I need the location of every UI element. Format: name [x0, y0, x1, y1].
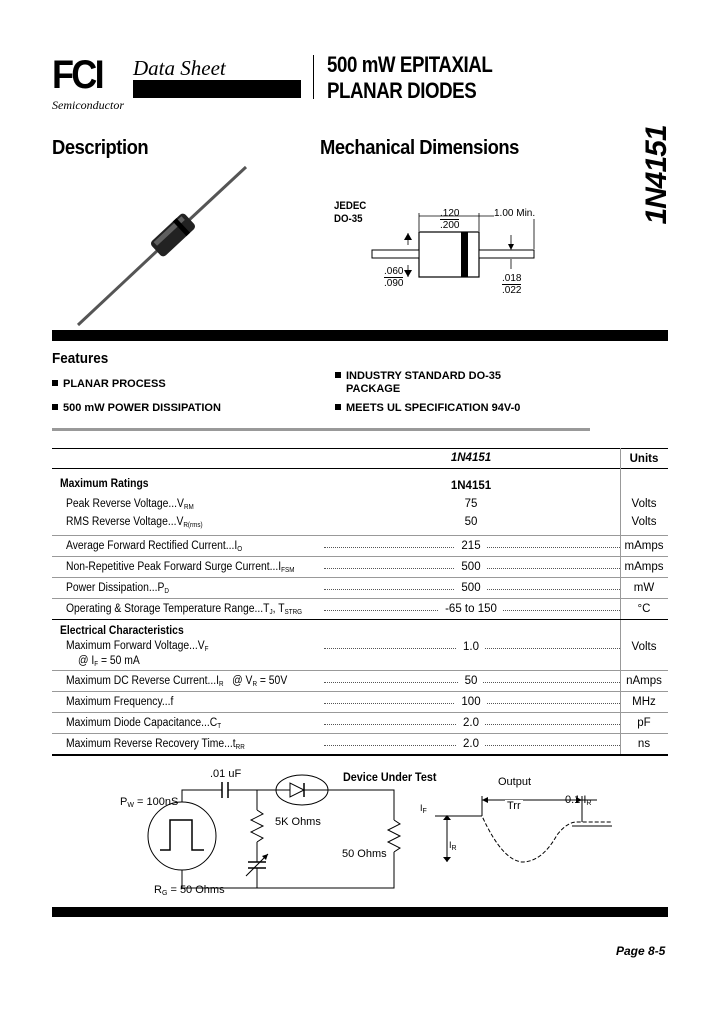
table-row-value: 50	[464, 516, 478, 528]
section-bar-1	[52, 330, 668, 341]
table-row: Maximum DC Reverse $Current...I_R$ @ $V_R = 50V$ 50 nAmps	[52, 672, 668, 692]
lead-right	[479, 250, 534, 258]
mechanical-heading: Mechanical Dimensions	[320, 137, 519, 159]
lead-lower	[78, 250, 158, 325]
header-units: Units	[629, 453, 659, 465]
table-row: Operating & Storage Temperature $Range...T_J$, $T_{STRG}$ -65 to 150 °C	[52, 600, 668, 620]
logo-subtitle: Semiconductor	[52, 98, 124, 112]
header-divider	[313, 55, 314, 99]
part-number-vertical: 1N4151	[640, 125, 673, 225]
feature-item: 500 mW POWER DISSIPATION	[52, 402, 221, 415]
table-row-label: RMS Reverse $Voltage...V_{R(rms)}$	[66, 516, 203, 529]
package-band	[461, 232, 468, 277]
resistor-5k	[251, 810, 263, 842]
table-row: Maximum Frequency...f 100 MHz	[52, 693, 668, 713]
package-body	[419, 232, 479, 277]
lead-upper	[188, 167, 246, 221]
ir-fraction-label: 0.1 $I_R$	[565, 794, 592, 807]
description-heading: Description	[52, 137, 149, 159]
dim-body-diameter: .060 .090	[384, 266, 404, 289]
product-title: 500 mW EPITAXIAL PLANAR DIODES	[327, 52, 493, 103]
output-label: Output	[498, 776, 532, 788]
feature-item: MEETS UL SPECIFICATION 94V-0	[335, 402, 520, 415]
page-number: Page 8-5	[616, 944, 666, 958]
max-ratings-title: Maximum Ratings	[60, 478, 149, 490]
header-bar	[133, 80, 301, 98]
cap-label: .01 uF	[210, 768, 242, 780]
max-ratings-part: 1N4151	[450, 480, 492, 492]
pulse-width-label: $P_W = 100nS$	[120, 796, 179, 809]
r5k-label: 5K Ohms	[275, 816, 321, 828]
table-row: Maximum Diode $Capacitance...C_T$ 2.0 pF	[52, 714, 668, 734]
table-row-value: 75	[464, 498, 478, 510]
ir-label: $I_R$	[449, 840, 457, 852]
features-heading: Features	[52, 350, 109, 367]
elec-title: Electrical Characteristics	[60, 625, 184, 637]
output-waveform	[472, 816, 612, 862]
table-row-unit: Volts	[631, 516, 657, 528]
dim-lead-diameter: .018 .022	[502, 273, 522, 296]
features-divider	[52, 428, 590, 431]
table-row: Power $Dissipation...P_D$ 500 mW	[52, 579, 668, 599]
max-ratings-block	[52, 470, 668, 536]
pulse-generator	[148, 802, 216, 870]
dim-body-length: .120 .200	[440, 208, 460, 231]
table-row-label: Peak Reverse $Voltage...V_{RM}$	[66, 498, 194, 511]
table-row: Maximum Reverse Recovery $Time...t_{RR}$ 2.0 ns	[52, 735, 668, 756]
table-row: Non-Repetitive Peak Forward Surge $Current...I_{FSM}$ 500 mAmps	[52, 558, 668, 578]
table-row-unit: Volts	[631, 498, 657, 510]
rg-label: $R_G = 50$ Ohms	[154, 884, 225, 897]
if-label: $I_F$	[420, 803, 427, 815]
company-logo: FCI	[52, 53, 102, 97]
package-label: JEDEC DO-35	[334, 200, 367, 225]
lead-left	[372, 250, 419, 258]
resistor-50	[388, 820, 400, 852]
feature-item: PLANAR PROCESS	[52, 378, 166, 391]
table-header	[52, 448, 668, 469]
feature-item: INDUSTRY STANDARD DO-35 PACKAGE	[335, 370, 501, 396]
bottom-bar	[52, 907, 668, 917]
dut-label: Device Under Test	[343, 770, 437, 784]
trr-label: Trr	[507, 800, 521, 812]
doc-type: Data Sheet	[133, 56, 226, 80]
elec-block: Electrical Characteristics Maximum Forward $Voltage...V_F$ @ $I_F = 50$ mA 1.0 Volts	[52, 621, 668, 671]
r50-label: 50 Ohms	[342, 848, 387, 860]
diode-picture	[70, 165, 250, 330]
header-part: 1N4151	[450, 452, 492, 464]
dim-lead-length: 1.00 Min.	[494, 208, 536, 219]
table-row: Average Forward Rectified $Current...I_O$ 215 mAmps	[52, 537, 668, 557]
